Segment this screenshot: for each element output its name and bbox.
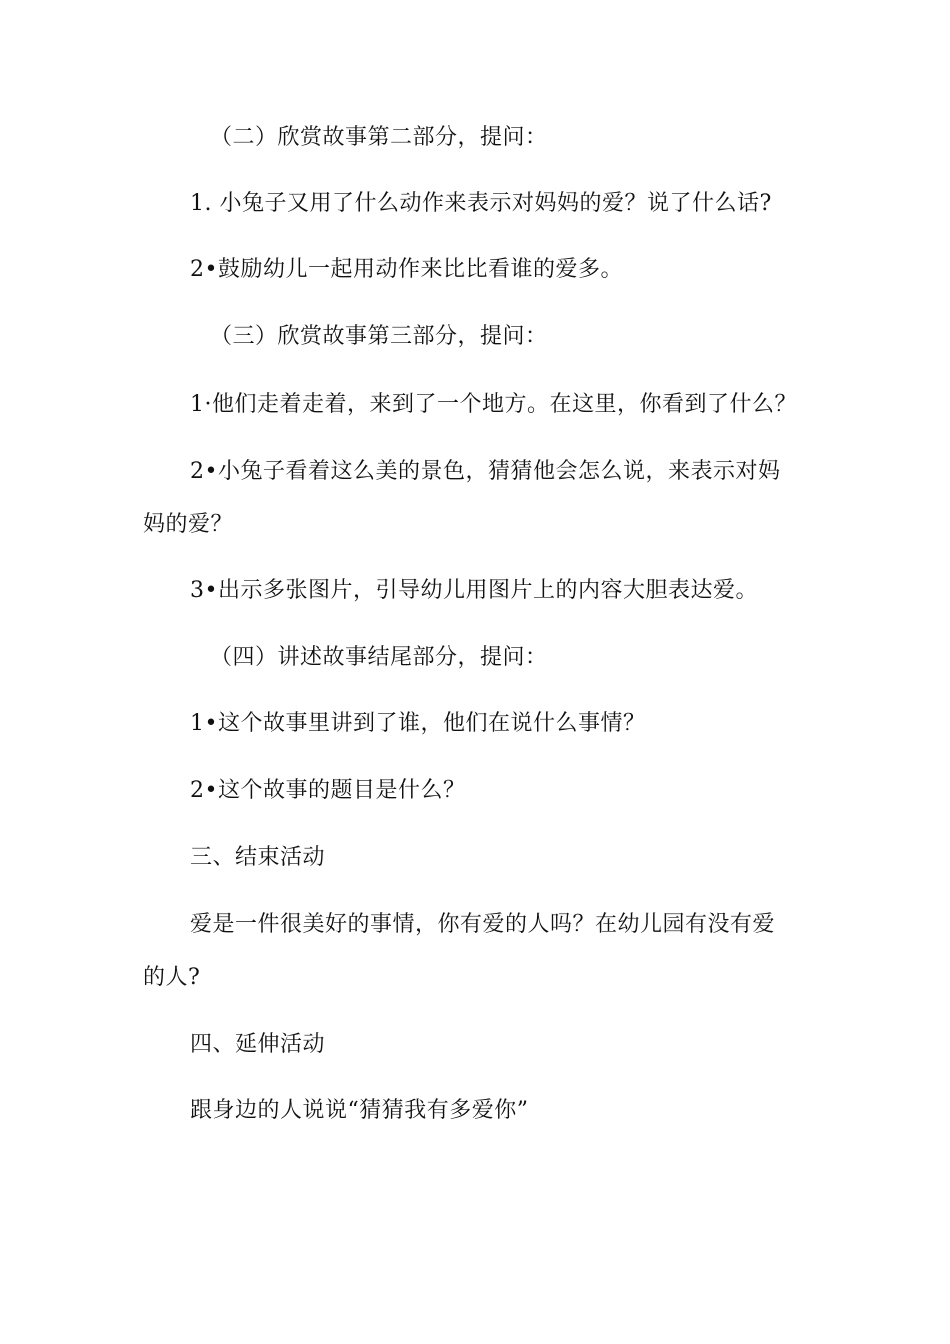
paragraph: 爱是一件很美好的事情，你有爱的人吗？在幼儿园有没有爱	[190, 912, 776, 937]
section-heading-part-three: （三）欣赏故事第三部分，提问：	[210, 324, 548, 349]
section-heading-extension-activity: 四、延伸活动	[190, 1032, 326, 1057]
question-item: 3•出示多张图片，引导幼儿用图片上的内容大胆表达爱。	[190, 578, 758, 603]
question-item: 2•这个故事的题目是什么？	[190, 778, 466, 803]
question-item: 1•这个故事里讲到了谁，他们在说什么事情？	[190, 711, 646, 736]
paragraph-continuation: 的人?	[143, 965, 201, 990]
question-item: 1·他们走着走着，来到了一个地方。在这里，你看到了什么？	[190, 392, 797, 417]
paragraph: 跟身边的人说说“猜猜我有多爱你”	[190, 1098, 529, 1123]
question-item: 2•小兔子看着这么美的景色，猜猜他会怎么说，来表示对妈	[190, 459, 781, 484]
question-item-continuation: 妈的爱？	[143, 512, 234, 537]
section-heading-part-two: （二）欣赏故事第二部分，提问：	[210, 125, 548, 150]
section-heading-part-four: （四）讲述故事结尾部分，提问：	[210, 645, 548, 670]
question-item: 2•鼓励幼儿一起用动作来比比看谁的爱多。	[190, 257, 623, 282]
section-heading-ending-activity: 三、结束活动	[190, 845, 326, 870]
question-item: 1. 小兔子又用了什么动作来表示对妈妈的爱？说了什么话?	[190, 191, 772, 216]
